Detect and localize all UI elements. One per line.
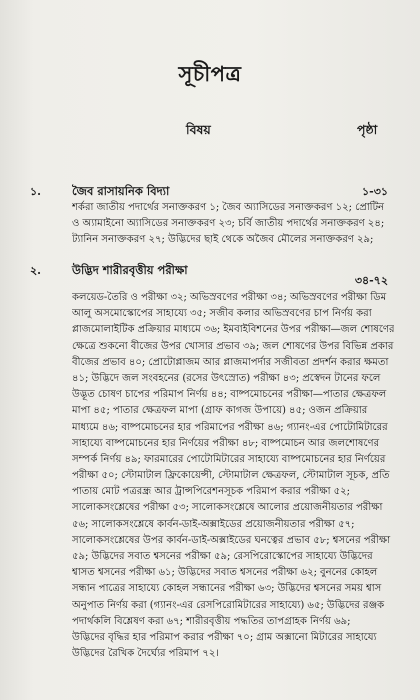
toc-line: পদার্থকলি বিশ্লেষণ করা ৬৭; শারীরবৃত্তীয় পদ্ধতির তাপগ্রাহক নির্ণয় ৬৯; xyxy=(72,615,351,627)
section-number: ১. xyxy=(30,185,41,198)
toc-line: সালোকসংশ্লেষের পরীক্ষা ৫৩; সালোকসংশ্লেষে আলোর প্রয়োজনীয়তার পরীক্ষা xyxy=(72,502,383,514)
toc-line: মাপা ৪৫; পাতার ক্ষেত্রফল মাপা (গ্রাফ কাগজ উপায়ে) ৪৫; ওজন প্রক্রিয়ার xyxy=(72,405,368,417)
toc-line: পাতায় মোট পত্ররন্ধ্র আর ট্রান্সপিরেশনসূচক পরিমাপ করার পরীক্ষা ৫২; xyxy=(72,486,350,498)
toc-line: সন্ধান পাত্রের সাহায্যে কোহল সন্ধানের পরীক্ষা ৬৩; উদ্ভিদের শ্বসনের সময় শ্বাস xyxy=(72,583,382,595)
toc-line: ক্ষেত্রে শুকনো বীজের উপর খোসার প্রভাব ৩৯; জল শোষণের উপর বিভিন্ন প্রকার xyxy=(72,340,394,352)
section-page-range: ৩৪-৭২ xyxy=(354,274,388,287)
column-header-page: পৃষ্ঠা xyxy=(357,122,378,137)
section-title: উদ্ভিদ শারীরবৃত্তীয় পরীক্ষা xyxy=(72,263,188,277)
toc-line: ও অ্যামাইনো অ্যাসিডের সনাক্তকরণ ২৩; চর্বি জাতীয় পদার্থের সনাক্তকরণ ২৪; xyxy=(72,218,385,230)
section-2-body xyxy=(72,290,394,662)
toc-line: বীজের প্রভাব ৪০; প্রোটোপ্লাজম আর প্লাজমাপর্দার সজীবতা প্রদর্শন করার ক্ষমতা xyxy=(72,356,389,368)
toc-line: প্লাজমোলাইটিক প্রক্রিয়ার মাধ্যমে ৩৬; ইমবাইবিশনের উপর পরীক্ষা—জল শোষণের xyxy=(72,324,394,336)
toc-line: উদ্ভিদের রৈখিক দৈর্ঘ্যের পরিমাপ ৭২। xyxy=(72,648,219,660)
section-1-body xyxy=(72,200,394,249)
page-title: সূচীপত্র xyxy=(178,61,242,86)
toc-line: শর্করা জাতীয় পদার্থের সনাক্তকরণ ১; জৈব অ্যাসিডের সনাক্তকরণ ১২; প্রোটিন xyxy=(72,202,385,213)
toc-line: আলু অসমোস্কোপের সাহায্যে ৩৫; সজীব কলার অভিস্রবণের চাপ নির্ণয় করা xyxy=(72,308,372,320)
toc-line: সম্পর্ক নির্ণয় ৪৯; ফারমারের পোটোমিটারের সাহায্যে বাষ্পমোচনের হার নির্ণয়ের xyxy=(72,453,386,465)
toc-line: মাধ্যমে ৪৬; বাষ্পমোচনের হার পরিমাপের পরীক্ষা ৪৬; গ্যানং-এর পোটোমিটারের xyxy=(72,421,388,433)
column-header-subject: বিষয় xyxy=(186,122,211,137)
toc-line: কলয়েড-তৈরি ও পরীক্ষা ৩২; অভিস্রবণের পরীক্ষা ৩৪; অভিস্রবণের পরীক্ষা ডিম xyxy=(72,292,387,303)
toc-line: অনুপাত নির্ণয় করা (গ্যানং-এর রেসপিরোমিটারের সাহায্যে) ৬৫; উদ্ভিদের রঞ্জক xyxy=(72,599,385,611)
toc-line: উদ্ভিদের বৃদ্ধির হার পরিমাপ করার পরীক্ষা ৭০; গ্রাম অক্সানো মিটারের সাহায্যে xyxy=(72,631,377,643)
toc-line: ৪১; উদ্ভিদে জল সংবহনের (রসের উৎস্রোত) পরীক্ষা ৪৩; প্রস্বেদন টানের ফলে xyxy=(72,372,381,384)
toc-line: সালোকসংশ্লেষের উপর কার্বন-ডাই-অক্সাইডের ঘনত্বের প্রভাব ৫৮; শ্বসনের পরীক্ষা xyxy=(72,534,391,546)
toc-line: ৫৬; সালোকসংশ্লেষে কার্বন-ডাই-অক্সাইডের প্রয়োজনীয়তার পরীক্ষা ৫৭; xyxy=(72,518,355,530)
toc-line: পরীক্ষা ৫০; স্টোমাটাল ফ্রিকোয়েন্সী, স্টোমাটাল ক্ষেত্রফল, স্টোমাটাল সূচক, প্রতি xyxy=(72,470,390,482)
toc-line: সাহায্যে বাষ্পমোচনের হার নির্ণয়ের পরীক্ষা ৪৮; বাষ্পমোচন আর জলশোষণের xyxy=(72,437,380,449)
section-title: জৈব রাসায়নিক বিদ্যা xyxy=(72,184,170,198)
toc-line: উদ্ভূত চোষণ চাপের পরিমাপ নির্ণয় ৪৪; বাষ্পমোচনের পরীক্ষা—পাতার ক্ষেত্রফল xyxy=(72,389,387,401)
section-number: ২. xyxy=(30,264,41,277)
toc-line: ৫৯; উদ্ভিদের সবাত শ্বসনের পরীক্ষা ৫৯; রেসপিরোস্কোপের সাহায্যে উদ্ভিদের xyxy=(72,551,373,562)
toc-line: ট্যানিন সনাক্তকরণ ২৭; উদ্ভিদের ছাই থেকে অজৈব মৌলের সনাক্তকরণ ২৯; xyxy=(72,234,374,246)
toc-line: শ্বাসত শ্বসনের পরীক্ষা ৬১; উদ্ভিদের সবাত শ্বসনের পরীক্ষা ৬২; বুননের কোহল xyxy=(72,567,378,579)
section-page-range: ১-৩১ xyxy=(362,185,388,198)
